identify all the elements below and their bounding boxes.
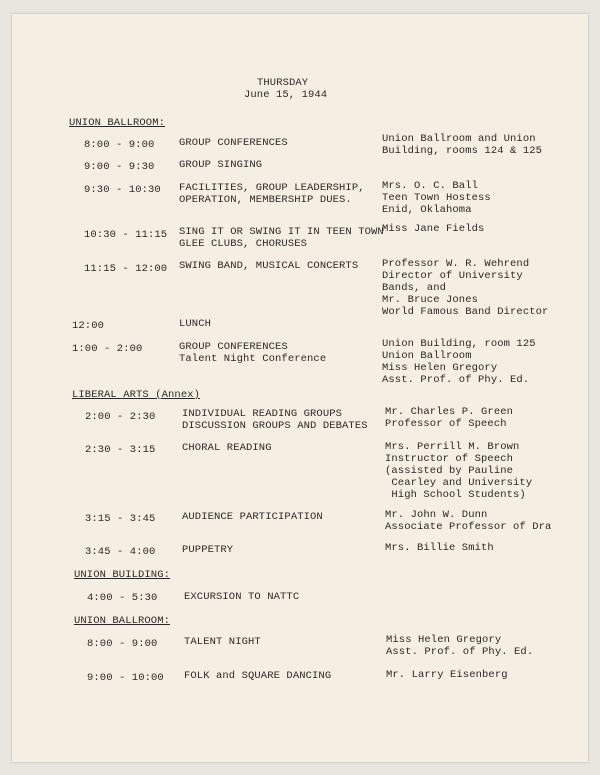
entry-person: Mrs. Billie Smith <box>385 542 494 554</box>
entry-event: TALENT NIGHT <box>184 636 261 648</box>
section-heading: LIBERAL ARTS (Annex) <box>72 389 201 401</box>
entry-time: 8:00 - 9:00 <box>87 638 158 650</box>
entry-event: FOLK and SQUARE DANCING <box>184 670 332 682</box>
entry-person: Mr. John W. Dunn <box>385 509 488 521</box>
entry-time: 3:45 - 4:00 <box>85 546 156 558</box>
entry-person: Cearley and University <box>385 477 533 489</box>
entry-event: LUNCH <box>179 318 212 330</box>
entry-event: GLEE CLUBS, CHORUSES <box>179 238 308 250</box>
entry-event: FACILITIES, GROUP LEADERSHIP, <box>179 182 365 194</box>
entry-event: GROUP CONFERENCES <box>179 341 288 353</box>
entry-event: EXCURSION TO NATTC <box>184 591 300 603</box>
entry-event: DISCUSSION GROUPS AND DEBATES <box>182 420 368 432</box>
entry-person: (assisted by Pauline <box>385 465 514 477</box>
entry-person: Building, rooms 124 & 125 <box>382 145 543 157</box>
entry-event: AUDIENCE PARTICIPATION <box>182 511 323 523</box>
entry-event: CHORAL READING <box>182 442 272 454</box>
entry-time: 12:00 <box>72 320 105 332</box>
section-heading: UNION BUILDING: <box>74 569 171 581</box>
entry-person: Union Ballroom and Union <box>382 133 536 145</box>
date-heading: June 15, 1944 <box>244 89 328 101</box>
entry-person: Asst. Prof. of Phy. Ed. <box>386 646 534 658</box>
entry-person: Union Ballroom <box>382 350 472 362</box>
entry-event: GROUP CONFERENCES <box>179 137 288 149</box>
entry-time: 8:00 - 9:00 <box>84 139 155 151</box>
entry-time: 2:30 - 3:15 <box>85 444 156 456</box>
entry-person: Miss Helen Gregory <box>386 634 502 646</box>
entry-person: Asst. Prof. of Phy. Ed. <box>382 374 530 386</box>
entry-person: Instructor of Speech <box>385 453 514 465</box>
entry-person: Miss Jane Fields <box>382 223 485 235</box>
entry-event: SING IT OR SWING IT IN TEEN TOWN <box>179 226 384 238</box>
entry-person: Mr. Larry Eisenberg <box>386 669 508 681</box>
entry-person: Teen Town Hostess <box>382 192 491 204</box>
entry-time: 4:00 - 5:30 <box>87 592 158 604</box>
entry-person: Enid, Oklahoma <box>382 204 472 216</box>
entry-time: 9:30 - 10:30 <box>84 184 161 196</box>
entry-time: 10:30 - 11:15 <box>84 229 168 241</box>
entry-event: PUPPETRY <box>182 544 234 556</box>
entry-event: Talent Night Conference <box>179 353 327 365</box>
section-heading: UNION BALLROOM: <box>74 615 171 627</box>
entry-person: Bands, and <box>382 282 447 294</box>
entry-person: World Famous Band Director <box>382 306 549 318</box>
entry-time: 3:15 - 3:45 <box>85 513 156 525</box>
entry-time: 9:00 - 9:30 <box>84 161 155 173</box>
entry-person: Mr. Charles P. Green <box>385 406 514 418</box>
document-page <box>12 14 588 762</box>
entry-time: 11:15 - 12:00 <box>84 263 168 275</box>
entry-person: Director of University <box>382 270 523 282</box>
entry-time: 1:00 - 2:00 <box>72 343 143 355</box>
entry-person: Mrs. Perrill M. Brown <box>385 441 520 453</box>
entry-event: GROUP SINGING <box>179 159 263 171</box>
entry-event: OPERATION, MEMBERSHIP DUES. <box>179 194 352 206</box>
entry-person: High School Students) <box>385 489 526 501</box>
day-heading: THURSDAY <box>257 77 309 89</box>
entry-person: Mrs. O. C. Ball <box>382 180 479 192</box>
entry-person: Professor of Speech <box>385 418 507 430</box>
entry-event: INDIVIDUAL READING GROUPS <box>182 408 343 420</box>
entry-time: 9:00 - 10:00 <box>87 672 164 684</box>
entry-person: Miss Helen Gregory <box>382 362 498 374</box>
entry-person: Union Building, room 125 <box>382 338 536 350</box>
entry-person: Professor W. R. Wehrend <box>382 258 530 270</box>
entry-event: SWING BAND, MUSICAL CONCERTS <box>179 260 359 272</box>
entry-person: Mr. Bruce Jones <box>382 294 479 306</box>
section-heading: UNION BALLROOM: <box>69 117 166 129</box>
entry-time: 2:00 - 2:30 <box>85 411 156 423</box>
entry-person: Associate Professor of Dra <box>385 521 552 533</box>
